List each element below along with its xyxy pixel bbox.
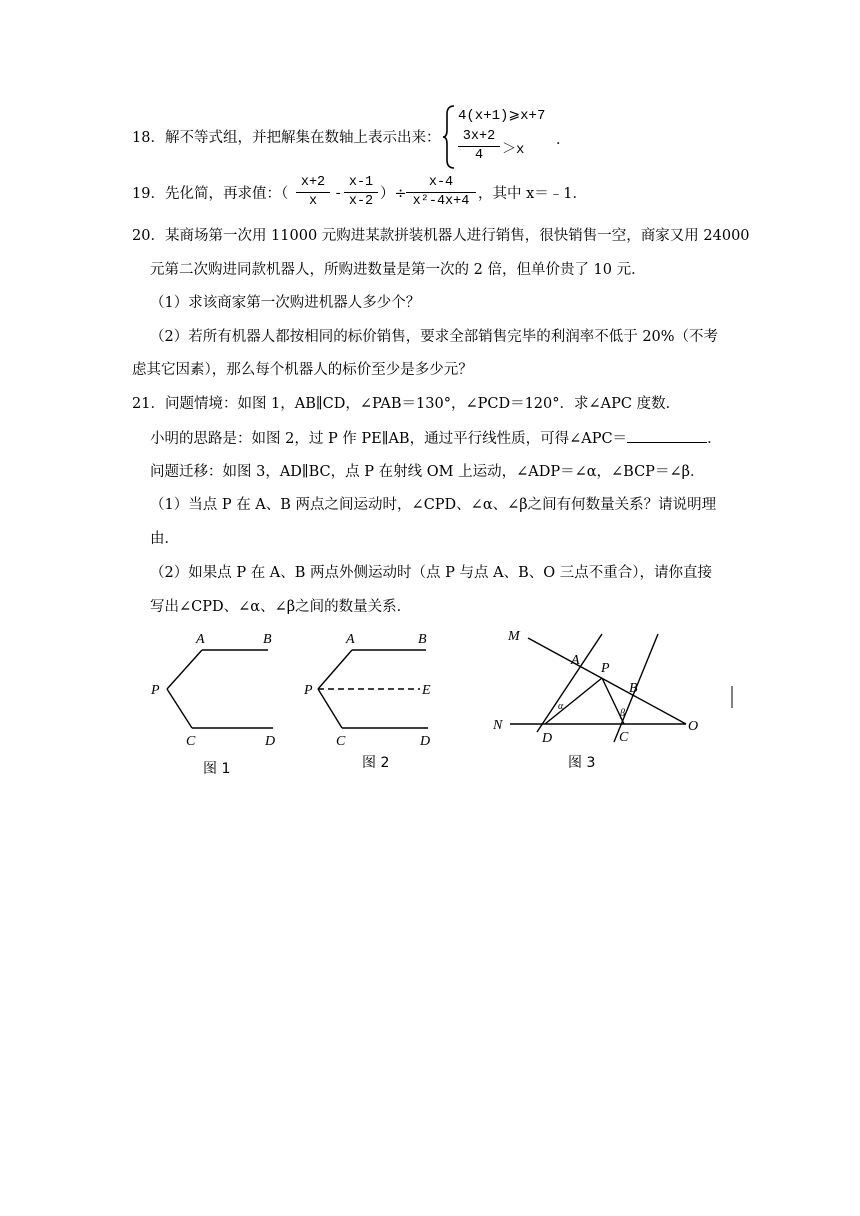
- q18-fraction-denominator: 4: [474, 148, 484, 163]
- q21-line2-end: ．: [707, 431, 722, 447]
- q19-fraction-3: [406, 174, 476, 211]
- q18-brace-icon: [442, 104, 456, 170]
- fig2-label-P: P: [304, 683, 313, 698]
- fig3-label-B: B: [629, 681, 638, 696]
- q20-line2: 元第二次购进同款机器人，所购进数量是第一次的 2 倍，但单价贵了 10 元．: [150, 262, 646, 278]
- q19-f3-numerator: x-4: [428, 175, 454, 190]
- figure-3: [488, 622, 738, 752]
- fig2-label-D: D: [420, 734, 431, 749]
- q20-sub2b: 虑其它因素），那么每个机器人的标价至少是多少元？: [132, 362, 473, 378]
- fig3-label-O: O: [688, 719, 699, 734]
- fig2-label-A: A: [346, 632, 355, 647]
- fig1-label-B: B: [263, 632, 272, 647]
- q21-line3: 问题迁移：如图 3，AD∥BC，点 P 在射线 OM 上运动，∠ADP＝∠α，∠BCP＝∠β．: [150, 464, 705, 480]
- fig1-label-C: C: [186, 734, 196, 749]
- q18-number: 18．: [132, 130, 165, 146]
- fig3-segment-PD: [545, 678, 602, 724]
- answer-blank: [627, 428, 707, 443]
- fig1-caption: 图 1: [203, 761, 231, 777]
- q18-text: 解不等式组，并把解集在数轴上表示出来：: [164, 130, 441, 146]
- q18-inequality-2-rest: ＞x: [502, 142, 525, 158]
- q21-sub1b: 由．: [150, 531, 179, 547]
- q19-fraction-1: [296, 174, 330, 211]
- q19-minus: -: [334, 186, 343, 202]
- fig3-label-beta: β: [620, 708, 625, 719]
- fig2-label-E: E: [422, 683, 431, 698]
- fig2-segment-PA: [318, 650, 352, 689]
- fig2-caption: 图 2: [362, 755, 390, 771]
- fig3-label-C: C: [619, 730, 629, 745]
- q21-sub2a: （2）如果点 P 在 A、B 两点外侧运动时（点 P 与点 A、B、O 三点不重合），请你直接: [150, 565, 712, 581]
- fig3-label-alpha: α: [558, 701, 564, 712]
- q18-inequality-1: 4(x+1)⩾x+7: [458, 108, 546, 124]
- fig1-label-D: D: [265, 734, 276, 749]
- q19-text: [132, 184, 288, 204]
- q20-sub2a: （2）若所有机器人都按相同的标价销售，要求全部销售完毕的利润率不低于 20%（不考: [150, 329, 719, 345]
- fig3-label-P: P: [601, 661, 610, 676]
- q19-f2-denominator: x-2: [348, 194, 374, 209]
- q19-f1-numerator: x+2: [300, 175, 326, 190]
- q20-line1: 20．某商场第一次用 11000 元购进某款拼装机器人进行销售，很快销售一空，商家又用 24000: [132, 228, 750, 244]
- fig3-caption: 图 3: [568, 755, 596, 771]
- fig3-label-D: D: [542, 731, 553, 746]
- q18-end: ．: [556, 132, 571, 148]
- q19-lead: 先化简，再求值：（: [164, 186, 289, 202]
- fig1-segment-PA: [167, 650, 202, 689]
- q21-line2: [150, 428, 722, 449]
- fig3-label-M: M: [508, 629, 520, 644]
- fig1-label-A: A: [196, 632, 205, 647]
- q21-sub2b: 写出∠CPD、∠α、∠β之间的数量关系．: [150, 599, 412, 615]
- q19-f3-denominator: x²-4x+4: [412, 194, 470, 209]
- q18-line: [132, 128, 440, 148]
- fig3-label-N: N: [493, 718, 503, 733]
- q19-f1-denominator: x: [308, 194, 318, 209]
- figure-1: [148, 628, 288, 752]
- fig1-segment-PC: [167, 689, 192, 728]
- fig2-label-C: C: [336, 734, 346, 749]
- fig2-segment-PC: [318, 689, 342, 728]
- q18-fraction: [458, 128, 500, 165]
- q19-fraction-2: [344, 174, 378, 211]
- q21-sub1a: （1）当点 P 在 A、B 两点之间运动时，∠CPD、∠α、∠β之间有何数量关系？请说明理: [150, 497, 717, 513]
- q19-tail: ，其中 x＝﹣1．: [478, 186, 588, 202]
- fig2-label-B: B: [418, 632, 427, 647]
- q19-close: ）÷: [380, 186, 407, 202]
- fig1-label-P: P: [151, 683, 160, 698]
- fig3-label-A: A: [571, 653, 580, 668]
- q20-sub1: （1）求该商家第一次购进机器人多少个？: [150, 295, 421, 311]
- q19-f2-numerator: x-1: [348, 175, 374, 190]
- q21-line1: 21．问题情境：如图 1，AB∥CD，∠PAB＝130°，∠PCD＝120°．求∠APC 度数．: [132, 396, 681, 412]
- q19-number: 19．: [132, 186, 165, 202]
- q21-line2-text: 小明的思路是：如图 2，过 P 作 PE∥AB，通过平行线性质，可得∠APC＝: [150, 431, 628, 447]
- q18-fraction-numerator: 3x+2: [462, 129, 496, 144]
- figure-2: [298, 628, 448, 752]
